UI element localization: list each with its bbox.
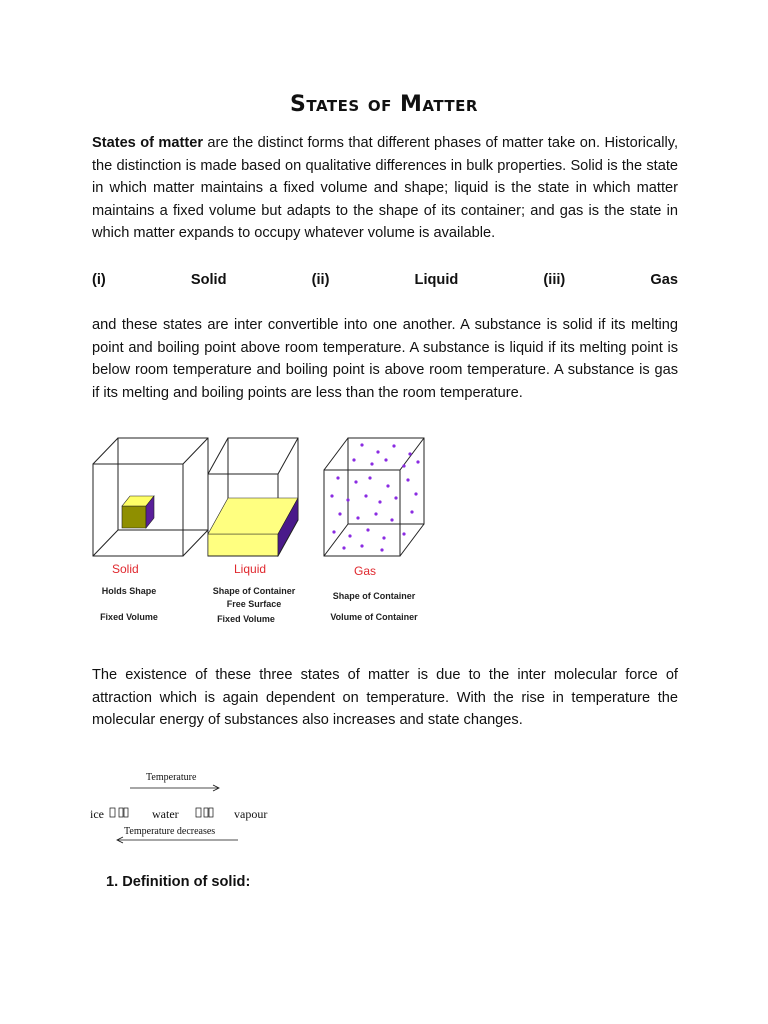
liquid-caption-shape: Shape of Container bbox=[212, 586, 296, 596]
state-num-1: (i) bbox=[92, 272, 106, 288]
gas-cube bbox=[324, 438, 424, 556]
solid-caption-volume: Fixed Volume bbox=[100, 612, 158, 622]
intro-paragraph bbox=[92, 132, 678, 245]
ice-text: ice bbox=[90, 807, 104, 821]
state-num-3: (iii) bbox=[543, 272, 566, 288]
missing-glyph-box bbox=[119, 808, 123, 817]
solid-label: Solid bbox=[112, 562, 139, 576]
states-figure bbox=[86, 434, 436, 634]
missing-glyph-box bbox=[204, 808, 208, 817]
liquid-caption-surface: Free Surface bbox=[226, 599, 282, 609]
state-name-2: Liquid bbox=[414, 272, 459, 288]
state-name-1: Solid bbox=[190, 272, 227, 288]
intro-text: are the distinct forms that different phases of matter take on. Historically, the distinction is made based on qualitative differences in bulk properties. Solid is the state in which matter maintains a fixed volume and shape; liquid is the state in which matter maintains a fixed volume but adapts to the shape of its container; and gas is the state in which matter expands to occupy whatever volume is available. bbox=[92, 135, 679, 242]
gas-label: Gas bbox=[354, 564, 377, 578]
solid-caption-shape: Holds Shape bbox=[101, 586, 157, 596]
liquid-fill bbox=[208, 498, 298, 556]
liquid-label: Liquid bbox=[234, 562, 267, 576]
solid-block bbox=[122, 496, 154, 528]
state-num-2: (ii) bbox=[311, 272, 330, 288]
state-name-3: Gas bbox=[650, 272, 678, 288]
page-title: States of Matter bbox=[290, 92, 478, 117]
missing-glyph-box bbox=[196, 808, 201, 817]
gas-particles bbox=[330, 443, 419, 551]
missing-glyph-box bbox=[124, 808, 128, 817]
definition-heading: 1. Definition of solid: bbox=[106, 874, 251, 890]
states-cubes-diagram bbox=[86, 434, 436, 564]
water-text: water bbox=[152, 807, 179, 821]
solid-block-front bbox=[122, 506, 146, 528]
temperature-increase-label: Temperature bbox=[146, 772, 197, 783]
liquid-caption-volume: Fixed Volume bbox=[217, 614, 275, 624]
vapour-text: vapour bbox=[234, 807, 268, 821]
states-list bbox=[92, 272, 678, 288]
missing-glyph-box bbox=[209, 808, 213, 817]
intro-term: States of matter bbox=[92, 135, 204, 151]
existence-paragraph: The existence of these three states of matter is due to the inter molecular force of attraction which is again dependent on temperature. With the rise in temperature the molecular energy of substances also increases and state changes. bbox=[92, 667, 678, 729]
missing-glyph-box bbox=[110, 808, 115, 817]
gas-caption-shape: Shape of Container bbox=[332, 591, 416, 601]
phase-change-scheme bbox=[88, 770, 288, 850]
convertible-paragraph: and these states are inter convertible into one another. A substance is solid if its melting point and boiling point above room temperature. A substance is liquid if its melting point is below room temperature and boiling point is above room temperature. A substance is gas if its melting and boiling points are less than the room temperature. bbox=[92, 317, 678, 401]
gas-caption-volume: Volume of Container bbox=[330, 612, 418, 622]
temperature-decrease-label: Temperature decreases bbox=[124, 826, 216, 837]
